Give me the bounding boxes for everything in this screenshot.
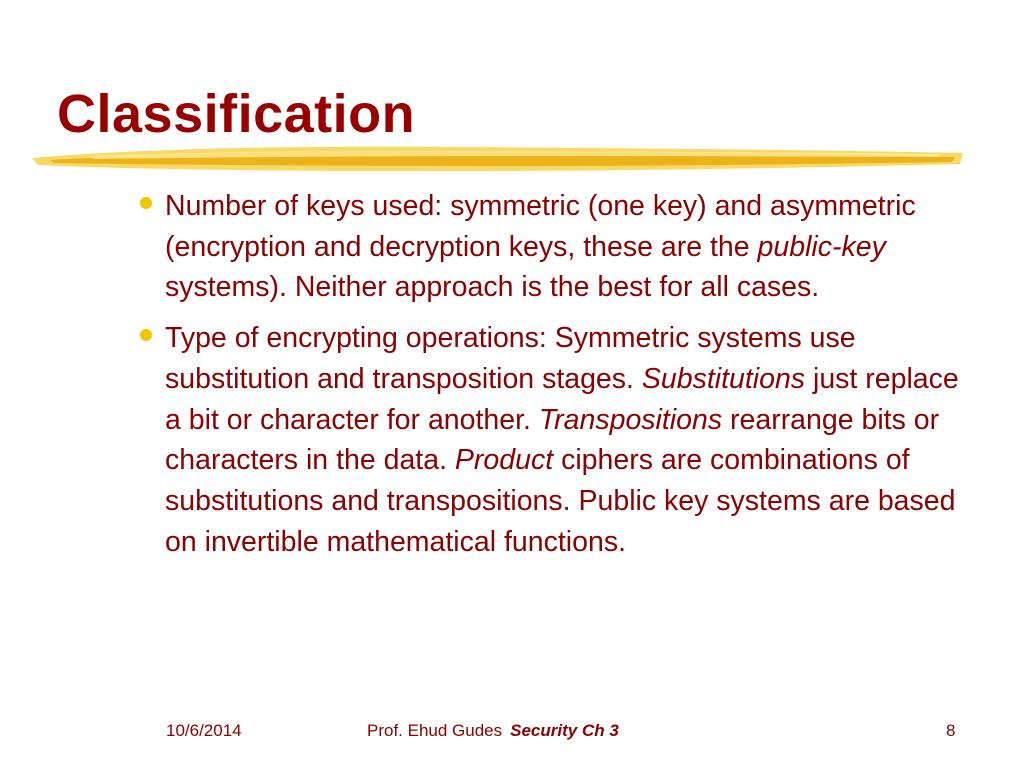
bullet-item-operations [140, 318, 975, 562]
bullet-text: Number of keys used: symmetric (one key) and asymmetric (encryption and decryption keys, these are the [165, 190, 916, 263]
bullet-text: just replace a bit or character for another. [165, 362, 959, 436]
bullet-item-keys [140, 186, 975, 308]
footer-course: Security Ch 3 [510, 721, 619, 740]
bullet-text: systems). Neither approach is the best for all cases. [165, 271, 820, 304]
bullet-text: Type of encrypting operations: Symmetric systems use substitution and transposition stages. [165, 322, 856, 395]
bullet-dot-icon [140, 197, 152, 209]
footer-page-number: 8 [946, 721, 956, 740]
slide-title: Classification [57, 84, 416, 144]
emphasis-substitutions: Substitutions [641, 362, 806, 395]
bullet-text: ciphers are combinations of substitutions and transpositions. Public key systems are based on invertible mathematical functions. [165, 444, 956, 558]
emphasis-public-key: public-key [757, 230, 886, 263]
emphasis-transpositions: Transpositions [538, 403, 723, 436]
bullet-dot-icon [140, 329, 152, 341]
bullet-text: rearrange bits or characters in the data. [165, 403, 940, 477]
emphasis-product: Product [454, 444, 554, 477]
bullet-list [140, 186, 975, 572]
footer-author: Prof. Ehud Gudes [367, 721, 503, 740]
footer-center [367, 721, 619, 741]
footer-date: 10/6/2014 [166, 721, 242, 740]
brush-stroke-underline-icon [30, 138, 965, 178]
